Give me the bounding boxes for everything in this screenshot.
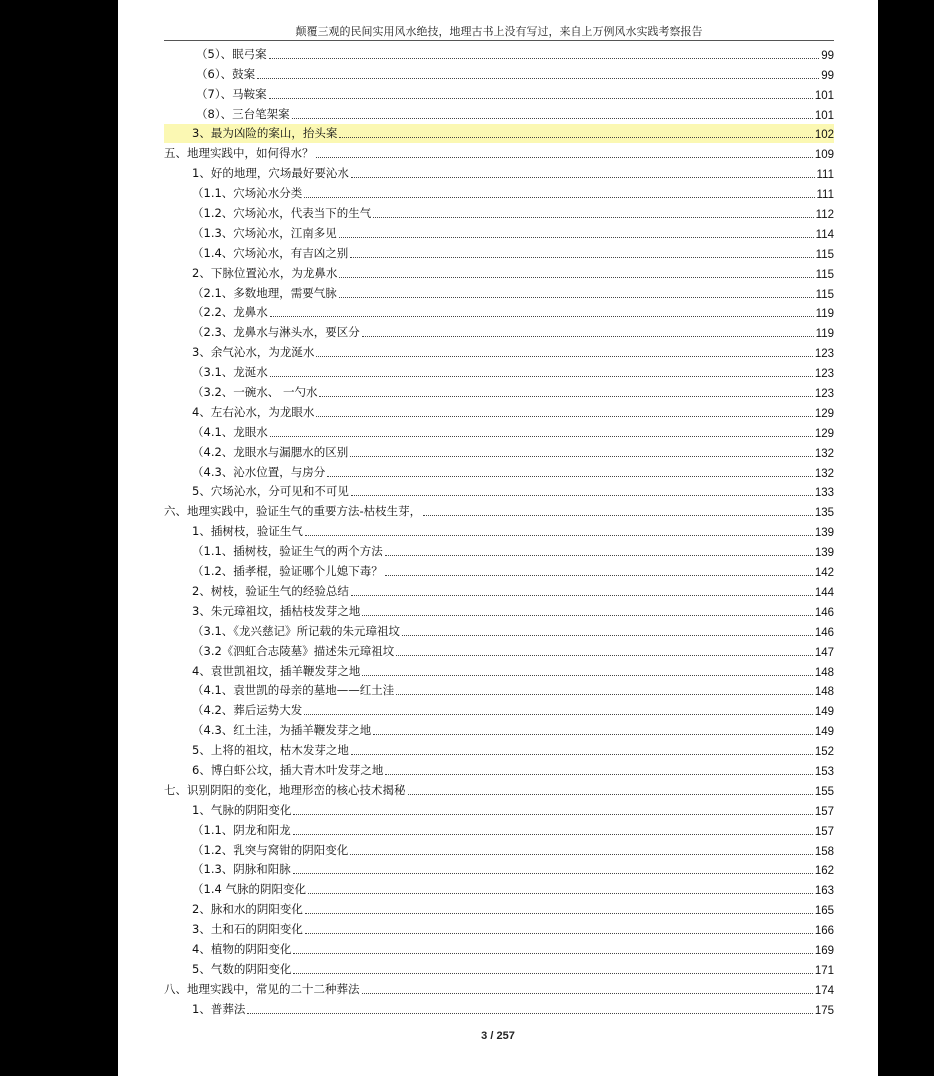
toc-entry[interactable] [164,879,834,899]
toc-entry-page-number: 115 [815,268,834,281]
toc-entry-page-number: 149 [814,726,834,739]
toc-entry[interactable] [164,740,834,760]
toc-dot-leader [339,277,813,278]
toc-entry[interactable] [164,661,834,681]
toc-entry-title: （4.3、沁水位置，与房分 [192,464,326,479]
toc-entry-page-number: 157 [814,825,834,838]
toc-entry-page-number: 144 [814,586,834,599]
toc-entry-title: 3、余气沁水，为龙涎水 [192,345,315,360]
toc-dot-leader [362,675,812,676]
toc-dot-leader [362,993,813,994]
toc-entry[interactable] [164,482,834,502]
toc-entry-title: （1.1、阴龙和阳龙 [192,822,291,837]
toc-dot-leader [402,635,813,636]
toc-entry[interactable] [164,462,834,482]
toc-entry-title: 六、地理实践中，验证生气的重要方法-枯枝生芽， [164,504,422,519]
toc-entry-page-number: 129 [814,427,834,440]
toc-dot-leader [293,973,812,974]
toc-dot-leader [293,953,812,954]
toc-dot-leader [339,137,812,138]
toc-dot-leader [327,476,813,477]
toc-entry-page-number: 152 [814,746,834,759]
toc-dot-leader [362,336,814,337]
toc-entry-title: （3.1、龙涎水 [192,365,268,380]
toc-entry[interactable] [164,780,834,800]
toc-entry[interactable] [164,939,834,959]
toc-entry[interactable] [164,44,834,64]
toc-entry-page-number: 153 [814,765,834,778]
toc-entry-page-number: 129 [814,407,834,420]
toc-entry[interactable] [164,64,834,84]
toc-dot-leader [270,316,814,317]
toc-dot-leader [270,436,813,437]
toc-entry-page-number: 101 [814,89,834,102]
toc-dot-leader [351,754,813,755]
toc-entry[interactable] [164,223,834,243]
toc-entry-page-number: 139 [814,547,834,560]
toc-entry-title: （1.1、穴场沁水分类 [192,186,303,201]
toc-entry-title: 1、普葬法 [192,1001,246,1016]
toc-entry-title: 七、识别阴阳的变化，地理形峦的核心技术揭秘 [164,782,406,797]
toc-entry-page-number: 101 [814,109,834,122]
toc-entry-page-number: 102 [814,129,834,142]
toc-entry[interactable] [164,84,834,104]
toc-entry-title: 1、插树枝，验证生气 [192,524,303,539]
toc-entry[interactable] [164,700,834,720]
page-indicator: 3 / 257 [481,1030,515,1042]
toc-entry-page-number: 112 [815,209,834,222]
toc-entry-title: 八、地理实践中，常见的二十二种葬法 [164,981,360,996]
toc-dot-leader [350,456,813,457]
toc-entry-page-number: 162 [814,865,834,878]
toc-entry-page-number: 169 [814,944,834,957]
toc-entry-title: （1.1、插树枝，验证生气的两个方法 [192,544,383,559]
toc-dot-leader [339,237,814,238]
toc-entry[interactable] [164,303,834,323]
toc-entry-title: （4.2、龙眼水与漏腮水的区别 [192,444,349,459]
toc-entry-page-number: 149 [814,706,834,719]
toc-entry-page-number: 111 [816,189,834,202]
toc-dot-leader [351,495,813,496]
toc-entry-page-number: 142 [814,567,834,580]
toc-entry-page-number: 165 [814,905,834,918]
toc-dot-leader [396,655,813,656]
toc-entry[interactable] [164,143,834,163]
toc-entry-title: （4.2、葬后运势大发 [192,703,303,718]
toc-dot-leader [396,694,813,695]
toc-dot-leader [316,157,813,158]
toc-entry[interactable] [164,402,834,422]
toc-dot-leader [408,794,813,795]
toc-entry[interactable] [164,979,834,999]
toc-dot-leader [350,854,813,855]
toc-entry-page-number: 123 [814,388,834,401]
document-page [118,0,878,1076]
toc-entry[interactable] [164,322,834,342]
toc-dot-leader [385,774,812,775]
toc-dot-leader [385,575,813,576]
toc-dot-leader [247,1013,812,1014]
toc-entry-page-number: 135 [814,507,834,520]
toc-entry-title: 2、树枝，验证生气的经验总结 [192,583,349,598]
toc-entry-page-number: 171 [814,964,834,977]
toc-entry[interactable] [164,561,834,581]
toc-entry-page-number: 114 [815,228,834,241]
toc-dot-leader [423,515,813,516]
toc-entry-title: （3.1、《龙兴慈记》所记载的朱元璋祖坟 [192,623,401,638]
toc-entry-page-number: 146 [814,626,834,639]
toc-entry-page-number: 109 [814,149,834,162]
toc-dot-leader [269,98,813,99]
toc-entry[interactable] [164,959,834,979]
toc-entry-page-number: 99 [821,49,834,62]
toc-entry-title: 3、土和石的阴阳变化 [192,922,303,937]
toc-dot-leader [305,913,813,914]
toc-entry-title: （2.2、龙鼻水 [192,305,268,320]
toc-dot-leader [319,396,812,397]
toc-entry-page-number: 155 [814,785,834,798]
toc-entry[interactable] [164,601,834,621]
toc-entry[interactable] [164,621,834,641]
toc-dot-leader [373,217,813,218]
toc-entry-page-number: 132 [814,447,834,460]
toc-entry[interactable] [164,243,834,263]
toc-entry-page-number: 158 [814,845,834,858]
toc-entry[interactable] [164,442,834,462]
toc-entry-page-number: 119 [815,308,834,321]
toc-entry-title: 5、气数的阴阳变化 [192,961,292,976]
toc-entry-title: 1、好的地理，穴场最好要沁水 [192,166,349,181]
toc-entry-title: 2、脉和水的阴阳变化 [192,902,303,917]
toc-entry-title: （8）、三台笔架案 [196,106,290,121]
toc-dot-leader [293,873,813,874]
toc-entry-title: （1.3、阴脉和阳脉 [192,862,291,877]
toc-entry-title: （1.4、穴场沁水，有吉凶之别 [192,245,349,260]
toc-dot-leader [316,416,812,417]
toc-entry[interactable] [164,362,834,382]
toc-dot-leader [269,58,820,59]
toc-entry-title: （4.3、红土洼，为插羊鞭发芽之地 [192,723,372,738]
toc-entry[interactable] [164,681,834,701]
toc-dot-leader [304,197,814,198]
toc-entry-title: 五、地理实践中，如何得水？ [164,146,314,161]
toc-dot-leader [305,933,813,934]
toc-entry[interactable] [164,124,834,144]
toc-entry-title: （5）、眠弓案 [196,46,267,61]
toc-entry-title: （6）、鼓案 [196,66,256,81]
toc-entry-title: 5、穴场沁水，分可见和不可见 [192,484,349,499]
table-of-contents [164,44,834,1019]
toc-entry-page-number: 148 [814,686,834,699]
toc-entry-title: 4、袁世凯祖坟，插羊鞭发芽之地 [192,663,361,678]
toc-dot-leader [316,356,812,357]
toc-entry[interactable] [164,840,834,860]
toc-entry-title: （1.2、穴场沁水，代表当下的生气 [192,206,372,221]
toc-entry[interactable] [164,521,834,541]
toc-entry[interactable] [164,501,834,521]
toc-entry-title: 1、气脉的阴阳变化 [192,802,292,817]
toc-entry[interactable] [164,541,834,561]
toc-entry[interactable] [164,581,834,601]
toc-entry-title: 6、博白虾公坟，插大青木叶发芽之地 [192,762,384,777]
toc-entry[interactable] [164,760,834,780]
toc-entry[interactable] [164,641,834,661]
toc-entry-page-number: 146 [814,606,834,619]
page-header: 颠覆三观的民间实用风水绝技，地理古书上没有写过，来自上万例风水实践考察报告 [164,24,834,41]
toc-entry[interactable] [164,283,834,303]
toc-entry[interactable] [164,342,834,362]
toc-dot-leader [339,297,814,298]
toc-dot-leader [351,177,815,178]
toc-entry-page-number: 123 [814,348,834,361]
toc-dot-leader [305,535,813,536]
toc-entry-page-number: 139 [814,527,834,540]
toc-entry-title: 4、植物的阴阳变化 [192,941,292,956]
toc-dot-leader [351,595,813,596]
toc-entry-page-number: 123 [814,368,834,381]
toc-entry[interactable] [164,999,834,1019]
toc-entry-page-number: 115 [815,248,834,261]
toc-entry-page-number: 119 [815,328,834,341]
toc-entry-title: 5、上将的祖坟，枯木发芽之地 [192,743,349,758]
toc-dot-leader [362,615,812,616]
toc-entry-title: （2.1、多数地理，需要气脉 [192,285,337,300]
toc-entry[interactable] [164,263,834,283]
toc-dot-leader [385,555,813,556]
toc-entry-title: 4、左右沁水，为龙眼水 [192,404,315,419]
toc-entry-title: （1.2、乳突与窝钳的阴阳变化 [192,842,349,857]
toc-entry-title: （4.1、袁世凯的母亲的墓地——红土洼 [192,683,395,698]
toc-entry-title: （2.3、龙鼻水与淋头水，要区分 [192,325,360,340]
toc-entry[interactable] [164,899,834,919]
toc-entry-title: （1.3、穴场沁水，江南多见 [192,225,337,240]
toc-dot-leader [293,814,812,815]
toc-entry-page-number: 147 [814,646,834,659]
toc-dot-leader [304,714,813,715]
toc-entry-title: （3.2《泗虹合志陵墓》描述朱元璋祖坟 [192,643,395,658]
toc-entry-page-number: 163 [814,885,834,898]
toc-entry-title: 3、朱元璋祖坟，插枯枝发芽之地 [192,603,361,618]
toc-entry[interactable] [164,820,834,840]
toc-entry-page-number: 166 [814,925,834,938]
toc-entry-title: 3、最为凶险的案山，抬头案 [192,126,338,141]
toc-dot-leader [257,78,819,79]
toc-entry[interactable] [164,104,834,124]
toc-entry[interactable] [164,919,834,939]
toc-entry-page-number: 148 [814,666,834,679]
toc-dot-leader [350,257,813,258]
toc-dot-leader [293,834,813,835]
toc-entry-title: （3.2、一碗水、 一勺水 [192,385,318,400]
toc-entry-page-number: 99 [821,69,834,82]
toc-entry[interactable] [164,800,834,820]
toc-entry[interactable] [164,720,834,740]
toc-entry-title: 2、下脉位置沁水，为龙鼻水 [192,265,338,280]
toc-entry-page-number: 157 [814,805,834,818]
toc-entry-title: （4.1、龙眼水 [192,424,268,439]
toc-dot-leader [308,893,813,894]
toc-entry-page-number: 133 [814,487,834,500]
toc-dot-leader [292,118,813,119]
toc-entry[interactable] [164,860,834,880]
toc-entry[interactable] [164,183,834,203]
toc-entry[interactable] [164,382,834,402]
toc-entry-page-number: 174 [814,984,834,997]
toc-entry[interactable] [164,203,834,223]
toc-entry-page-number: 115 [815,288,834,301]
toc-entry-page-number: 175 [814,1004,834,1017]
toc-entry[interactable] [164,163,834,183]
toc-entry-title: （1.4 气脉的阴阳变化 [192,882,306,897]
toc-entry[interactable] [164,422,834,442]
toc-dot-leader [373,734,813,735]
toc-entry-title: （1.2、插孝棍，验证哪个儿媳下毒？ [192,564,383,579]
toc-entry-page-number: 111 [816,169,834,182]
toc-entry-page-number: 132 [814,467,834,480]
toc-entry-title: （7）、马鞍案 [196,86,267,101]
toc-dot-leader [270,376,813,377]
